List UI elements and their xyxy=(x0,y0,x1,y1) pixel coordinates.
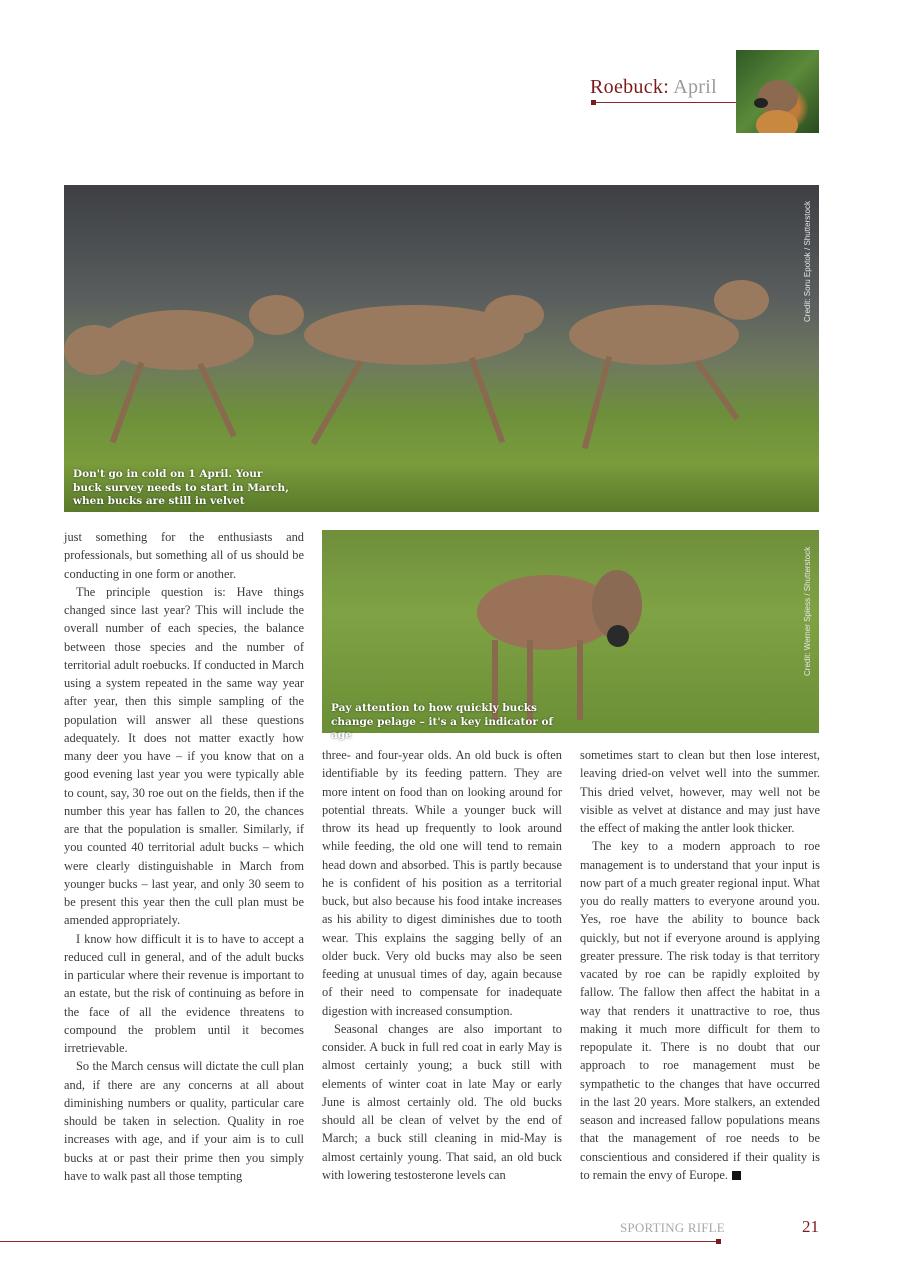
header-rule xyxy=(594,102,736,103)
paragraph: I know how difficult it is to have to accept a reduced cull in general, and of the adult bucks in particular where their revenue is important to an estate, but the risk of continuing as before in the face of all the evidence threatens to compound the problem until it becomes irretrievable. xyxy=(64,931,304,1055)
page-number: 21 xyxy=(802,1217,819,1236)
paragraph: The principle question is: Have things changed since last year? This will include the overall number of each species, the balance between those species and the number of territorial adult roebucks. If conducted in March using a system repeated in the same way year after year, then this simple sampling of the population will answer all these questions adequately. It does not matter exactly how many deer you have – if you know that on a good evening last year you were typically able to count, say, 30 roe out on the fields, then if the number this year has fallen to 20, the chances are that the population is smaller. Similarly, if you counted 40 territorial adult bucks – which were clearly distinguishable in March from younger bucks – last year, and only 30 seem to be present this year then the cull plan must be amended appropriately. xyxy=(64,584,304,928)
paragraph: just something for the enthusiasts and professionals, but something all of us should be conducting in one form or another. xyxy=(64,530,304,581)
section-month: April xyxy=(673,76,717,98)
article-column-3 xyxy=(580,746,820,1184)
paragraph: Seasonal changes are also important to consider. A buck in full red coat in early May is almost certainly young; a buck still with elements of winter coat in late May or early June is almost certainly old. The old bucks should all be clean of velvet by the end of March; a buck still cleaning in mid-May is almost certainly young. That said, an old buck with lowering testosterone levels can xyxy=(322,1021,562,1182)
section-name: Roebuck: xyxy=(590,76,670,98)
paragraph: three- and four-year olds. An old buck is often identifiable by its feeding pattern. They are more intent on food than on looking around for potential threats. While a younger buck will throw its head up frequently to look around while feeding, the old one will tend to remain head down and absorbed. This is partly because he is confident of his position as a territorial buck, but also because his food intake increases as his ability to digest diminishes due to tooth wear. This explains the sagging belly of an older buck. Very old bucks may also be seen feeding at unusual times of day, again because of their need to compensate for inadequate digestion with increased consumption. xyxy=(322,748,562,1018)
paragraph: So the March census will dictate the cull plan and, if there are any concerns at all about diminishing numbers or quality, particular care should be taken in selection. Quality in roe increases with age, and if your aim is to cull bucks at or past their prime then you simply have to walk past all those tempting xyxy=(64,1059,304,1183)
paragraph: sometimes start to clean but then lose interest, leaving dried-on velvet well into the summer. This dried velvet, however, may well not be visible as velvet at distance and may just have the effect of making the antler look thicker. xyxy=(580,748,820,835)
running-roebucks-photo xyxy=(64,185,819,512)
photo-credit: Credit: Werner Spiess / Shutterstock xyxy=(803,546,812,676)
photo-credit: Credit: Soru Epotok / Shutterstock xyxy=(803,201,812,322)
footer-rule xyxy=(0,1241,718,1242)
roebuck-thumbnail-image xyxy=(736,50,819,133)
photo-caption: Don't go in cold on 1 April. Your buck survey needs to start in March, when bucks are still in velvet xyxy=(73,468,289,507)
article-column-2 xyxy=(322,746,562,1184)
end-mark-icon xyxy=(732,1171,741,1180)
paragraph-text: The key to a modern approach to roe management is to understand that your input is now part of a much greater regional input. What you do really matters to everyone around you. Yes, roe have the ability to bounce back quickly, but not if everyone around is applying greater pressure. The risk today is that territory vacated by roe can be rapidly exploited by fallow. The fallow then affect the habitat in a way that renders it unattractive to roe, thus making it much more difficult for them to repopulate it. There is no doubt that our approach to roe management must be sympathetic to the changes that have occurred in the last 20 years. More stalkers, an extended season and increased fallow populations means that the management of roe needs to be conscientious and considered if their quality is to remain the envy of Europe. xyxy=(580,839,820,1182)
article-column-1 xyxy=(64,528,304,1185)
paragraph xyxy=(580,837,820,1184)
magazine-name: SPORTING RIFLE xyxy=(620,1220,725,1235)
photo-caption: Pay attention to how quickly bucks change pelage – it's a key indicator of age xyxy=(331,702,554,741)
footer-rule-dot xyxy=(716,1239,721,1244)
section-heading xyxy=(590,76,717,99)
